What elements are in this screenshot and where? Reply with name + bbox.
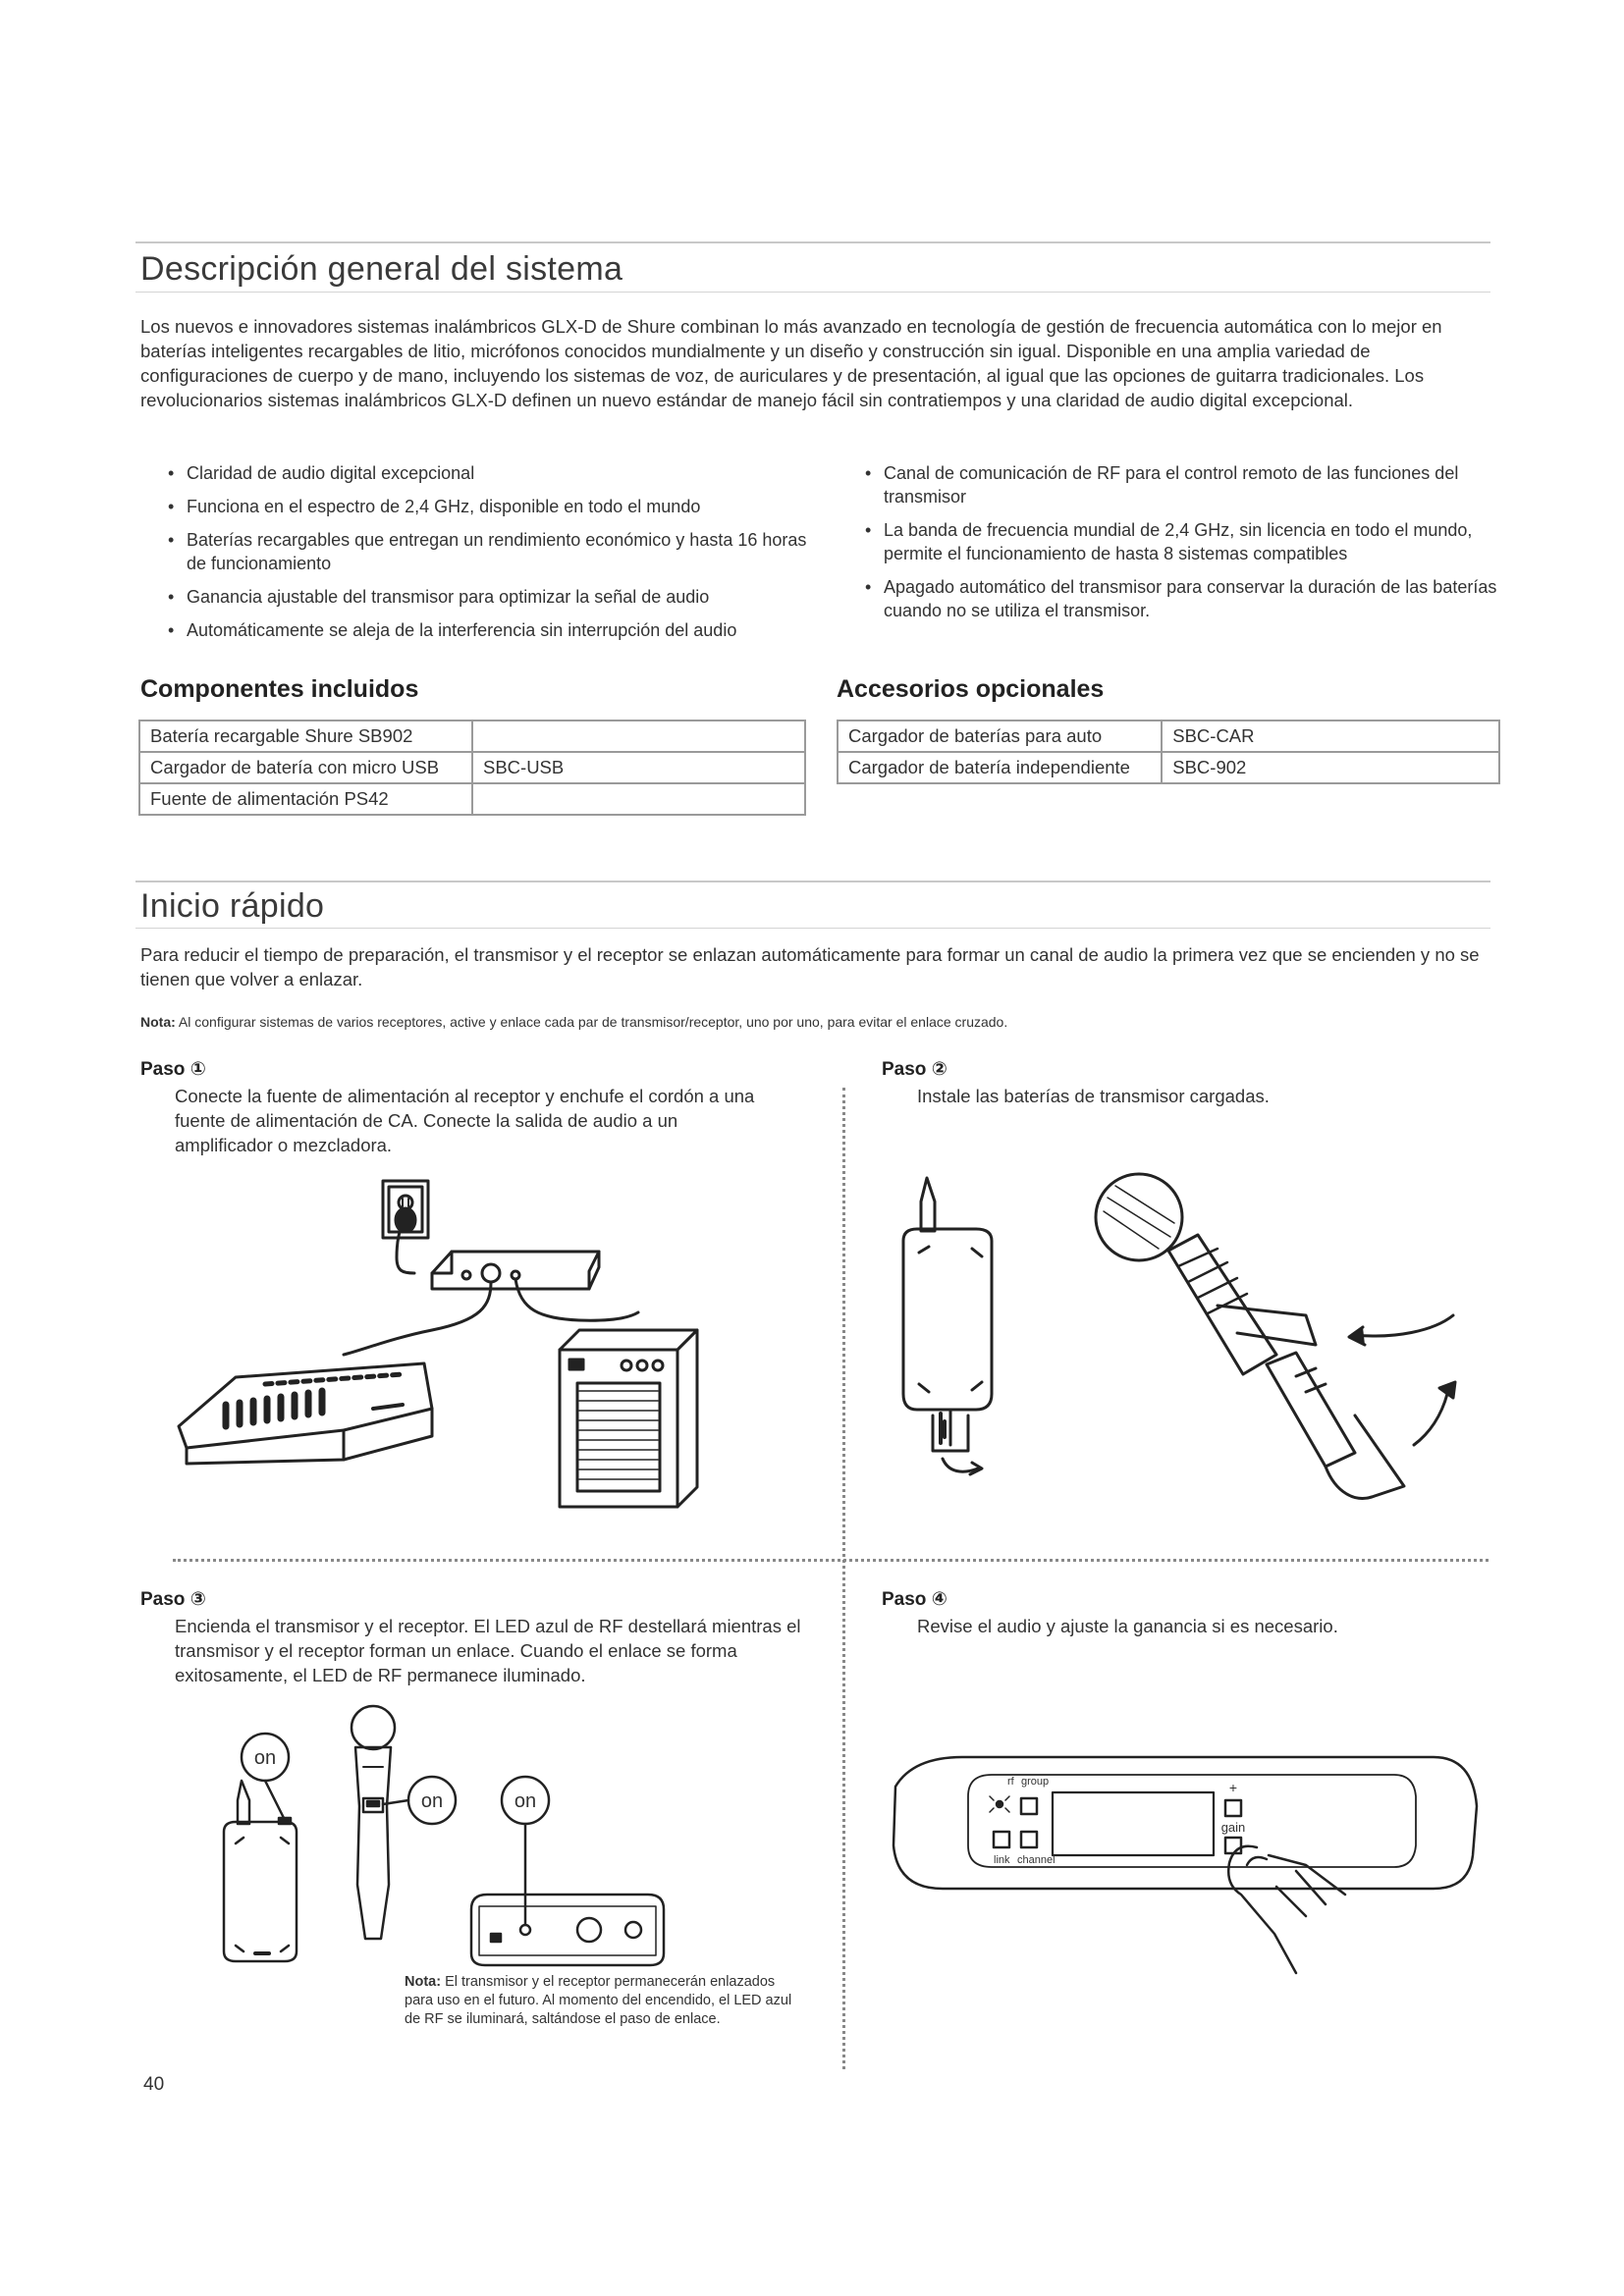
channel-button-icon bbox=[1021, 1832, 1037, 1847]
note-text: Al configurar sistemas de varios receptores, active y enlace cada par de transmisor/receptor, uno por uno, para evitar el enlace cruzado. bbox=[178, 1014, 1008, 1030]
power-plug-icon bbox=[396, 1208, 415, 1232]
step-3-text: Encienda el transmisor y el receptor. El LED azul de RF destellará mientras el transmisor y el receptor forman un enlace. Cuando el enlace se forma exitosamente, el LED de RF permanece iluminado. bbox=[175, 1616, 801, 1685]
step3-handheld-icon bbox=[352, 1706, 395, 1939]
components-table-cell bbox=[472, 783, 805, 815]
insert-arrowhead-icon bbox=[1349, 1327, 1365, 1345]
feature-list-right bbox=[862, 461, 1510, 632]
audio-cable-amp bbox=[515, 1279, 638, 1320]
feature-right-3: • Apagado automático del transmisor para conservar la duración de las baterías cuando no se utiliza el transmisor. bbox=[862, 575, 1510, 622]
accessories-table-cell: SBC-902 bbox=[1162, 752, 1499, 783]
link-button-icon bbox=[994, 1832, 1009, 1847]
gain-label: gain bbox=[1220, 1820, 1246, 1835]
step-3-title: Paso ③ bbox=[140, 1589, 206, 1610]
feature-list-left bbox=[165, 461, 813, 652]
feature-left-5: • Automáticamente se aleja de la interferencia sin interrupción del audio bbox=[165, 618, 813, 642]
steps-horizontal-divider bbox=[173, 1559, 1489, 1562]
rf-led-icon bbox=[997, 1801, 1002, 1807]
components-table-row bbox=[139, 783, 805, 815]
components-table-cell: Fuente de alimentación PS42 bbox=[139, 783, 472, 815]
components-table-cell bbox=[472, 721, 805, 752]
gain-up-button-icon bbox=[1225, 1800, 1241, 1816]
feature-left-3: • Baterías recargables que entregan un rendimiento económico y hasta 16 horas de funcionamiento bbox=[165, 528, 813, 575]
section-divider-under-quickstart bbox=[135, 928, 1490, 929]
step-4-title: Paso ④ bbox=[882, 1589, 947, 1610]
feature-right-1: • Canal de comunicación de RF para el control remoto de las funciones del transmisor bbox=[862, 461, 1510, 508]
accessories-table-row bbox=[838, 721, 1499, 752]
feature-left-4: • Ganancia ajustable del transmisor para optimizar la señal de audio bbox=[165, 585, 813, 609]
accessories-heading: Accesorios opcionales bbox=[837, 675, 1105, 703]
components-table bbox=[138, 720, 806, 816]
quickstart-note bbox=[140, 1014, 1007, 1030]
group-button-icon bbox=[1021, 1798, 1037, 1814]
step-4-illustration bbox=[884, 1747, 1492, 2002]
page-number: 40 bbox=[143, 2074, 165, 2095]
accessories-table bbox=[837, 720, 1500, 784]
feature-right-2: • La banda de frecuencia mundial de 2,4 GHz, sin licencia en todo el mundo, permite el funcionamiento de hasta 8 sistemas compatibles bbox=[862, 518, 1510, 565]
accessories-table-cell: SBC-CAR bbox=[1162, 721, 1499, 752]
step-3-note-label: Nota: bbox=[405, 1974, 442, 1990]
on-label-receiver: on bbox=[514, 1790, 537, 1812]
feature-left-1: • Claridad de audio digital excepcional bbox=[165, 461, 813, 485]
accessories-table-cell: Cargador de baterías para auto bbox=[838, 721, 1162, 752]
step-2-illustration bbox=[884, 1158, 1492, 1551]
bodypack-transmitter-icon bbox=[903, 1178, 992, 1474]
section-divider-under-title bbox=[135, 292, 1490, 293]
on-label-bodypack: on bbox=[253, 1747, 277, 1769]
step-1-text: Conecte la fuente de alimentación al receptor y enchufe el cordón a una fuente de alimentación de CA. Conecte la salida de audio a un amplificador o mezcladora. bbox=[175, 1086, 755, 1155]
on-label-handheld: on bbox=[420, 1790, 444, 1812]
components-table-cell: SBC-USB bbox=[472, 752, 805, 783]
section-divider-top bbox=[135, 241, 1490, 243]
mixer-icon bbox=[179, 1363, 432, 1464]
components-table-row bbox=[139, 752, 805, 783]
step3-bodypack-icon bbox=[224, 1781, 297, 1961]
section-divider-quickstart bbox=[135, 881, 1490, 882]
link-label: link bbox=[994, 1854, 1010, 1866]
step-3-note-text: El transmisor y el receptor permanecerán enlazados para uso en el futuro. Al momento del encendido, el LED azul de RF se iluminará, saltándose el paso de enlace. bbox=[405, 1974, 792, 2027]
steps-vertical-divider bbox=[842, 1088, 845, 2069]
step-2-title: Paso ② bbox=[882, 1059, 947, 1080]
components-table-cell: Batería recargable Shure SB902 bbox=[139, 721, 472, 752]
gain-plus-label: + bbox=[1228, 1780, 1238, 1795]
step-1-title: Paso ① bbox=[140, 1059, 206, 1080]
step-1-illustration bbox=[167, 1173, 815, 1546]
note-label: Nota: bbox=[140, 1014, 176, 1030]
group-label: group bbox=[1021, 1776, 1050, 1788]
step-4-text: Revise el audio y ajuste la ganancia si es necesario. bbox=[917, 1616, 1338, 1636]
quickstart-paragraph: Para reducir el tiempo de preparación, el transmisor y el receptor se enlazan automáticamente para formar un canal de audio la primera vez que se encienden y no se tienen que volver a enlazar. bbox=[140, 944, 1480, 989]
channel-label: channel bbox=[1017, 1854, 1056, 1866]
step-3-illustration bbox=[196, 1698, 746, 1983]
components-table-row bbox=[139, 721, 805, 752]
amplifier-icon bbox=[560, 1330, 697, 1507]
insert-arrow-icon bbox=[1355, 1315, 1453, 1336]
hand-finger-icon bbox=[1228, 1846, 1345, 1973]
receiver-display bbox=[1053, 1792, 1214, 1855]
accessories-table-cell: Cargador de batería independiente bbox=[838, 752, 1162, 783]
step-2-text: Instale las baterías de transmisor cargadas. bbox=[917, 1086, 1270, 1106]
audio-cable-mixer bbox=[344, 1282, 491, 1355]
section-title-quickstart: Inicio rápido bbox=[140, 887, 325, 925]
accessories-table-row bbox=[838, 752, 1499, 783]
overview-paragraph: Los nuevos e innovadores sistemas inalámbricos GLX-D de Shure combinan lo más avanzado en tecnología de gestión de frecuencia automática con lo mejor en baterías inteligentes recargables de litio, micrófonos conocidos mundialmente y un diseño y construcción sin igual. Disponible en una amplia variedad de configuraciones de cuerpo y de mano, incluyendo los sistemas de voz, de auriculares y de presentación, al igual que las opciones de guitarra tradicionales. Los revolucionarios sistemas inalámbricos GLX-D definen un nuevo estándar de manejo fácil sin contratiempos y una claridad de audio digital excepcional. bbox=[140, 316, 1442, 410]
step-3-note bbox=[405, 1973, 797, 2029]
components-table-cell: Cargador de batería con micro USB bbox=[139, 752, 472, 783]
gain-down-button-icon bbox=[1225, 1838, 1241, 1853]
rotate-arrow-icon bbox=[1414, 1394, 1447, 1445]
on-callout-leader-bodypack bbox=[265, 1781, 285, 1820]
step3-receiver-icon bbox=[471, 1895, 664, 1965]
components-heading: Componentes incluidos bbox=[140, 675, 419, 703]
feature-left-2: • Funciona en el espectro de 2,4 GHz, disponible en todo el mundo bbox=[165, 495, 813, 518]
section-title-overview: Descripción general del sistema bbox=[140, 250, 623, 288]
rf-label: rf bbox=[1007, 1776, 1014, 1788]
